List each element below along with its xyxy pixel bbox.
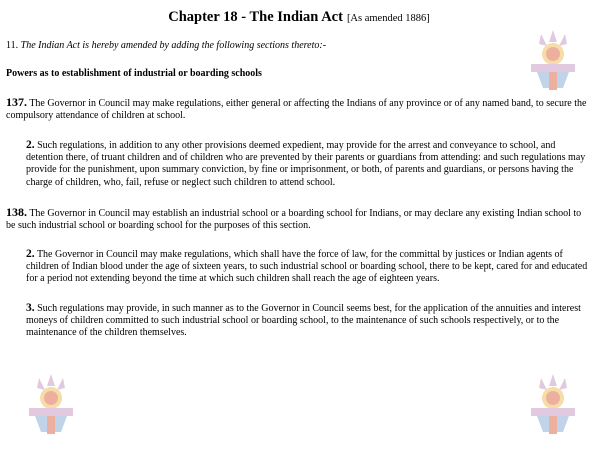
document-page — [6, 0, 592, 339]
native-emblem-icon — [531, 374, 575, 434]
subsection-text: Such regulations, in addition to any other provisions deemed expedient, may provide for the arrest and conveyance to school, and detention there, of truant children and of children who are prevented by their parents or guardians from attending: and such regulations may provide for the punishment, upon summary conviction, by fine or imprisonment, or both, of parents and guardians, or persons having the charge of children, who, fail, refuse or neglect such children to attend school. — [26, 140, 586, 188]
title-text: Chapter 18 - The Indian Act — [168, 9, 343, 25]
page-title — [6, 7, 592, 27]
subsection-number: 2. — [26, 248, 35, 260]
section-text: The Governor in Council may establish an industrial school or a boarding school for Indians, or may declare any existing Indian school to be such industrial school or boarding school for the purposes of this section. — [6, 208, 582, 232]
section-137 — [6, 96, 592, 122]
intro-line — [6, 39, 592, 52]
section-137-2 — [26, 139, 586, 189]
section-138 — [6, 206, 592, 232]
subsection-number: 3. — [26, 302, 35, 314]
subsection-number: 2. — [26, 139, 35, 151]
emblem-watermark-icon — [527, 372, 579, 436]
section-number: 138. — [6, 205, 27, 219]
intro-number: 11. — [6, 40, 19, 51]
section-138-2 — [26, 248, 594, 286]
section-138-3 — [26, 302, 594, 340]
section-text: The Governor in Council may make regulations, either general or affecting the Indians of any province or of any named band, to secure the compulsory attendance of children at school. — [6, 98, 587, 122]
section-heading: Powers as to establishment of industrial or boarding schools — [6, 68, 262, 79]
subsection-text: The Governor in Council may make regulations, which shall have the force of law, for the committal by justices or Indian agents of children of Indian blood under the age of sixteen years, to such industrial school or boarding school, there to be kept, cared for and educated for a period not extending beyond the time at which such children shall reach the age of eighteen years. — [26, 249, 588, 285]
subsection-text: Such regulations may provide, in such manner as to the Governor in Council seems best, for the application of the annuities and interest moneys of children committed to such industrial school or boarding school, to the maintenance of such schools respectively, or to the maintenance of the children themselves. — [26, 303, 581, 339]
emblem-watermark-icon — [25, 372, 77, 436]
intro-text: The Indian Act is hereby amended by adding the following sections thereto:- — [20, 40, 327, 51]
native-emblem-icon — [29, 374, 73, 434]
title-note: [As amended 1886] — [346, 13, 430, 24]
section-number: 137. — [6, 95, 27, 109]
